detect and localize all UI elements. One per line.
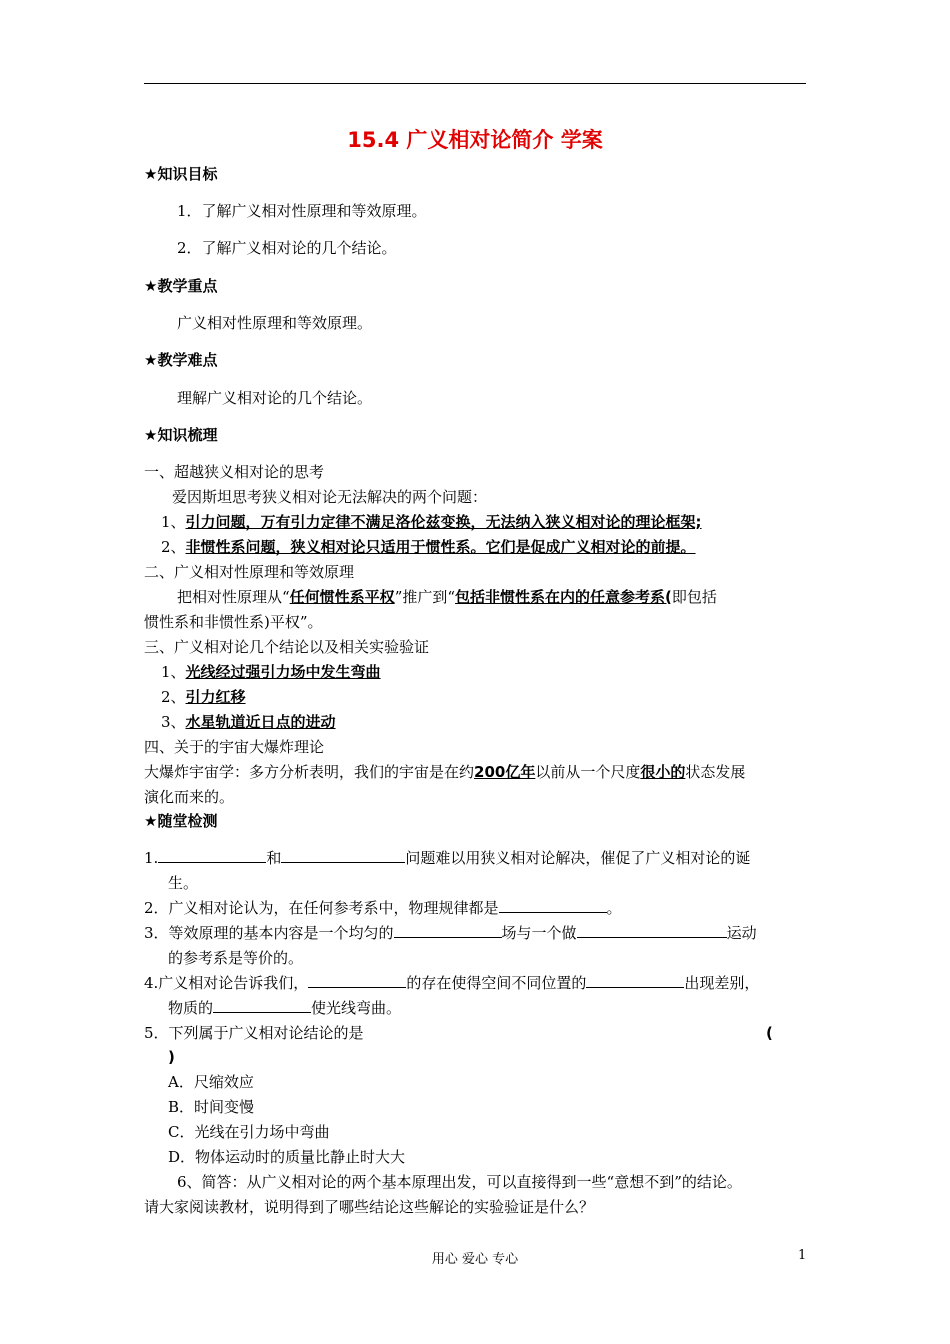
answer-blank[interactable] (158, 848, 266, 863)
key-term: 200亿年 (474, 763, 536, 781)
question-1 (144, 848, 750, 868)
review-section-2-line-1 (177, 587, 717, 607)
key-term: 引力红移 (185, 688, 246, 706)
text-run: 。 (606, 899, 622, 917)
text-run: 3．等效原理的基本内容是一个均匀的 (144, 924, 394, 942)
review-section-1-point-1 (161, 512, 702, 532)
quiz-heading: ★随堂检测 (144, 812, 218, 830)
text-run: 大爆炸宇宙学：多方分析表明，我们的宇宙是在约 (144, 763, 475, 781)
question-6-line-1: 6、简答：从广义相对论的两个基本原理出发，可以直接得到一些“意想不到”的结论。 (177, 1173, 742, 1191)
key-term: 光线经过强引力场中发生弯曲 (185, 663, 381, 681)
text-run: 和 (266, 849, 282, 867)
question-number: 1. (144, 849, 159, 867)
text-run: 状态发展 (685, 763, 746, 781)
answer-blank[interactable] (394, 923, 502, 938)
question-3 (144, 923, 757, 943)
list-number: 2、 (161, 688, 186, 706)
text-run: 运动 (726, 924, 757, 942)
list-number: 1、 (161, 663, 186, 681)
key-point-text: 非惯性系问题，狭义相对论只适用于惯性系。它们是促成广义相对论的前提。 (185, 538, 696, 556)
list-number: 1、 (161, 513, 186, 531)
text-run: 出现差别， (684, 974, 760, 992)
review-section-3-item-3 (161, 712, 336, 732)
review-section-3-item-2 (161, 687, 246, 707)
question-4-line-2 (168, 998, 401, 1018)
key-term: 任何惯性系平权 (289, 588, 395, 606)
text-run: 2．广义相对论认为，在任何参考系中，物理规律都是 (144, 899, 499, 917)
review-section-1-title: 一、超越狭义相对论的思考 (144, 463, 325, 481)
goals-item-1: 1．了解广义相对性原理和等效原理。 (177, 202, 427, 220)
text-run: 场与一个做 (501, 924, 577, 942)
review-section-4-title: 四、关于的宇宙大爆炸理论 (144, 738, 325, 756)
key-term: 包括非惯性系在内的任意参考系( (455, 588, 672, 606)
list-number: 2、 (161, 538, 186, 556)
review-heading: ★知识梳理 (144, 426, 218, 444)
review-section-4-line-1 (144, 762, 745, 782)
option-d[interactable]: D．物体运动时的质量比静止时大大 (168, 1148, 406, 1166)
answer-blank[interactable] (577, 923, 727, 938)
text-run: 使光线弯曲。 (311, 999, 402, 1017)
answer-blank[interactable] (213, 998, 311, 1013)
key-point-text: 引力问题，万有引力定律不满足洛伦兹变换，无法纳入狭义相对论的理论框架; (185, 513, 702, 531)
goals-heading: ★知识目标 (144, 165, 218, 183)
difficulty-heading: ★教学难点 (144, 351, 218, 369)
question-3-line-2: 的参考系是等价的。 (168, 949, 304, 967)
answer-blank[interactable] (308, 973, 406, 988)
question-4 (144, 973, 759, 993)
question-2 (144, 898, 622, 918)
page-number: 1 (798, 1248, 807, 1263)
review-section-1-point-2 (161, 537, 696, 557)
key-term: 很小的 (640, 763, 686, 781)
focus-heading: ★教学重点 (144, 277, 218, 295)
review-section-1-intro: 爱因斯坦思考狭义相对论无法解决的两个问题： (172, 488, 488, 506)
question-5: 5．下列属于广义相对论结论的是 (144, 1024, 364, 1042)
text-run: 的存在使得空间不同位置的 (406, 974, 587, 992)
review-section-2-line-2: 惯性系和非惯性系)平权”。 (144, 613, 323, 631)
text-run: 物质的 (168, 999, 214, 1017)
header-rule (144, 83, 806, 84)
difficulty-text: 理解广义相对论的几个结论。 (177, 389, 373, 407)
answer-paren-close: ) (168, 1048, 175, 1066)
page-footer: 用心 爱心 专心 (431, 1252, 519, 1267)
review-section-4-line-2: 演化而来的。 (144, 788, 235, 806)
key-term: 水星轨道近日点的进动 (185, 713, 336, 731)
list-number: 3、 (161, 713, 186, 731)
answer-blank[interactable] (281, 848, 405, 863)
page-title: 15.4 广义相对论简介 学案 (347, 128, 603, 152)
goals-item-2: 2．了解广义相对论的几个结论。 (177, 239, 397, 257)
answer-paren-open: ( (766, 1024, 773, 1042)
option-a[interactable]: A．尺缩效应 (168, 1073, 254, 1091)
text-run: ”推广到“ (394, 588, 456, 606)
text-run: 即包括 (671, 588, 717, 606)
text-run: 把相对性原理从“ (177, 588, 290, 606)
option-b[interactable]: B．时间变慢 (168, 1098, 255, 1116)
review-section-3-item-1 (161, 662, 381, 682)
question-1-line-2: 生。 (168, 874, 199, 892)
option-c[interactable]: C．光线在引力场中弯曲 (168, 1123, 330, 1141)
review-section-3-title: 三、广义相对论几个结论以及相关实验验证 (144, 638, 430, 656)
text-run: 4.广义相对论告诉我们， (144, 974, 309, 992)
question-6-line-2: 请大家阅读教材，说明得到了哪些结论这些解论的实验验证是什么？ (144, 1198, 595, 1216)
focus-text: 广义相对性原理和等效原理。 (177, 314, 373, 332)
text-run: 问题难以用狭义相对论解决，催促了广义相对论的诞 (405, 849, 751, 867)
text-run: 以前从一个尺度 (535, 763, 641, 781)
answer-blank[interactable] (499, 898, 607, 913)
review-section-2-title: 二、广义相对性原理和等效原理 (144, 563, 355, 581)
answer-blank[interactable] (586, 973, 684, 988)
